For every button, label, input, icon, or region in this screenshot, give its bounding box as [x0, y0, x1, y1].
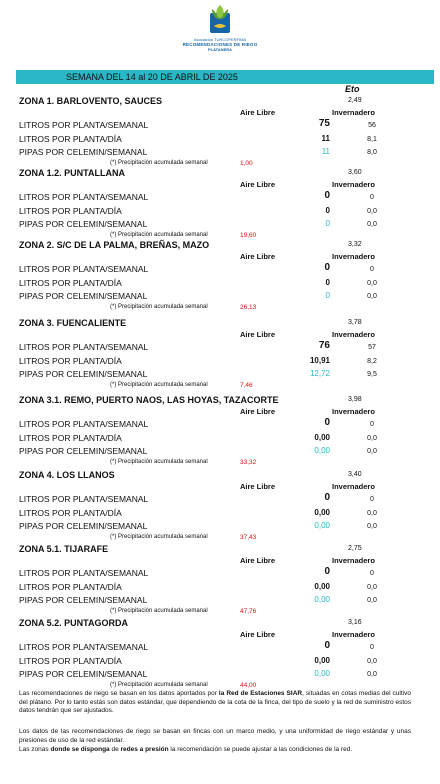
zone-name: ZONA 2. S/C DE LA PALMA, BREÑAS, MAZO	[19, 240, 210, 250]
zone-eto-value: 3,40	[348, 471, 362, 478]
precipitation-value: 19,60	[240, 232, 257, 239]
row-label: LITROS POR PLANTA/DÍA	[19, 582, 122, 592]
aire-libre-value: 0,00	[314, 433, 330, 442]
aire-libre-value: 0	[324, 566, 330, 577]
aire-libre-value: 76	[318, 340, 330, 351]
zone-eto-value: 2,75	[348, 545, 362, 552]
logo-title: RECOMENDACIONES DE RIEGO	[182, 42, 258, 47]
row-label: LITROS POR PLANTA/SEMANAL	[19, 264, 149, 274]
aire-libre-value: 10,91	[309, 356, 330, 365]
aire-libre-header: Aire Libre	[240, 482, 276, 491]
precipitation-value: 47,76	[240, 608, 257, 615]
invernadero-header: Invernadero	[332, 482, 375, 491]
aire-libre-header: Aire Libre	[240, 180, 276, 189]
precipitation-value: 1,00	[240, 160, 253, 167]
logo	[0, 4, 440, 52]
row-label: LITROS POR PLANTA/DÍA	[19, 278, 122, 288]
aire-libre-header: Aire Libre	[240, 630, 276, 639]
aire-libre-header: Aire Libre	[240, 108, 276, 117]
aire-libre-value: 0	[324, 640, 330, 651]
row-label: PIPAS POR CELEMIN/SEMANAL	[19, 369, 148, 379]
row-label: LITROS POR PLANTA/DÍA	[19, 134, 122, 144]
zone-block	[0, 395, 440, 469]
row-label: LITROS POR PLANTA/SEMANAL	[19, 342, 149, 352]
precipitation-value: 7,46	[240, 382, 253, 389]
row-label: LITROS POR PLANTA/DÍA	[19, 356, 122, 366]
row-label: PIPAS POR CELEMIN/SEMANAL	[19, 521, 148, 531]
row-label: PIPAS POR CELEMIN/SEMANAL	[19, 669, 148, 679]
zone-eto-value: 2,49	[348, 97, 362, 104]
row-label: LITROS POR PLANTA/SEMANAL	[19, 120, 149, 130]
row-label: LITROS POR PLANTA/SEMANAL	[19, 419, 149, 429]
invernadero-header: Invernadero	[332, 556, 375, 565]
precipitation-label: (*) Precipitación acumulada semanal	[110, 534, 208, 540]
precipitation-value: 37,43	[240, 534, 257, 541]
aire-libre-header: Aire Libre	[240, 252, 276, 261]
aire-libre-value: 0	[324, 262, 330, 273]
invernadero-value: 8,1	[367, 136, 377, 143]
row-label: LITROS POR PLANTA/SEMANAL	[19, 192, 149, 202]
row-label: LITROS POR PLANTA/DÍA	[19, 656, 122, 666]
row-label: PIPAS POR CELEMIN/SEMANAL	[19, 219, 148, 229]
aire-libre-value: 0	[325, 206, 330, 215]
row-label: PIPAS POR CELEMIN/SEMANAL	[19, 147, 148, 157]
zone-block	[0, 240, 440, 314]
aire-libre-value: 0,00	[314, 582, 330, 591]
row-label: PIPAS POR CELEMIN/SEMANAL	[19, 291, 148, 301]
invernadero-value: 0,0	[367, 510, 377, 517]
row-label: LITROS POR PLANTA/DÍA	[19, 433, 122, 443]
zone-block	[0, 618, 440, 692]
aire-libre-value: 0,00	[314, 669, 330, 678]
precipitation-label: (*) Precipitación acumulada semanal	[110, 232, 208, 238]
precipitation-label: (*) Precipitación acumulada semanal	[110, 304, 208, 310]
zone-eto-value: 3,98	[348, 396, 362, 403]
zone-name: ZONA 3. FUENCALIENTE	[19, 318, 127, 328]
week-banner: SEMANA DEL 14 al 20 DE ABRIL DE 2025	[16, 70, 434, 84]
row-label: LITROS POR PLANTA/SEMANAL	[19, 494, 149, 504]
row-label: LITROS POR PLANTA/DÍA	[19, 206, 122, 216]
precipitation-label: (*) Precipitación acumulada semanal	[110, 160, 208, 166]
invernadero-value: 0,0	[367, 584, 377, 591]
aire-libre-value: 0	[325, 291, 330, 300]
row-label: LITROS POR PLANTA/SEMANAL	[19, 642, 149, 652]
invernadero-value: 57	[368, 344, 376, 351]
zone-name: ZONA 5.2. PUNTAGORDA	[19, 618, 129, 628]
zone-block	[0, 96, 440, 170]
zone-block	[0, 168, 440, 242]
invernadero-header: Invernadero	[332, 108, 375, 117]
aire-libre-value: 11	[321, 147, 330, 156]
zone-eto-value: 3,32	[348, 241, 362, 248]
precipitation-value: 33,32	[240, 459, 257, 466]
aire-libre-value: 0	[325, 219, 330, 228]
zone-block	[0, 318, 440, 392]
aire-libre-header: Aire Libre	[240, 407, 276, 416]
aire-libre-value: 0,00	[314, 656, 330, 665]
precipitation-label: (*) Precipitación acumulada semanal	[110, 382, 208, 388]
invernadero-value: 0,0	[367, 658, 377, 665]
invernadero-value: 0,0	[367, 597, 377, 604]
footer-note-3: Las zonas donde se disponga de redes a presión la recomendación se puede ajustar a las condiciones de la red.	[19, 746, 353, 753]
eto-header: Eto	[345, 84, 360, 94]
zone-block	[0, 544, 440, 618]
zone-name: ZONA 3.1. REMO, PUERTO NAOS, LAS HOYAS, TAZACORTE	[19, 395, 279, 405]
invernadero-value: 56	[368, 122, 376, 129]
invernadero-value: 9,5	[367, 371, 377, 378]
zone-eto-value: 3,60	[348, 169, 362, 176]
precipitation-label: (*) Precipitación acumulada semanal	[110, 682, 208, 688]
zone-name: ZONA 4. LOS LLANOS	[19, 470, 115, 480]
invernadero-value: 0,0	[367, 208, 377, 215]
zone-eto-value: 3,78	[348, 319, 362, 326]
aire-libre-value: 12,72	[309, 369, 330, 378]
precipitation-value: 44,00	[240, 682, 257, 689]
invernadero-value: 0,0	[367, 448, 377, 455]
invernadero-header: Invernadero	[332, 180, 375, 189]
invernadero-value: 0,0	[367, 523, 377, 530]
invernadero-value: 0,0	[367, 435, 377, 442]
aire-libre-value: 11	[321, 134, 330, 143]
logo-subtitle: PLATANERA	[207, 47, 233, 52]
aire-libre-value: 0,00	[314, 595, 330, 604]
footer-note-2: Los datos de las recomendaciones de riego se basan en fincas con un marco medio, y una uniformidad de riego estándar y unas presiones de uso de la red estándar.	[19, 728, 411, 744]
invernadero-value: 8,2	[367, 358, 377, 365]
invernadero-value: 8,0	[367, 149, 377, 156]
zone-name: ZONA 1.2. PUNTALLANA	[19, 168, 126, 178]
aire-libre-value: 0	[324, 492, 330, 503]
row-label: PIPAS POR CELEMIN/SEMANAL	[19, 446, 148, 456]
invernadero-value: 0,0	[367, 293, 377, 300]
invernadero-value: 0	[370, 570, 374, 577]
aire-libre-value: 0	[325, 278, 330, 287]
aire-libre-value: 0,00	[314, 508, 330, 517]
aire-libre-value: 0,00	[314, 446, 330, 455]
invernadero-value: 0,0	[367, 221, 377, 228]
invernadero-header: Invernadero	[332, 252, 375, 261]
zone-eto-value: 3,16	[348, 619, 362, 626]
precipitation-value: 26,13	[240, 304, 257, 311]
invernadero-value: 0	[370, 266, 374, 273]
aire-libre-value: 75	[318, 118, 330, 129]
precipitation-label: (*) Precipitación acumulada semanal	[110, 459, 208, 465]
aire-libre-value: 0	[324, 190, 330, 201]
row-label: LITROS POR PLANTA/DÍA	[19, 508, 122, 518]
aire-libre-header: Aire Libre	[240, 556, 276, 565]
invernadero-header: Invernadero	[332, 407, 375, 416]
invernadero-value: 0	[370, 644, 374, 651]
invernadero-value: 0,0	[367, 671, 377, 678]
precipitation-label: (*) Precipitación acumulada semanal	[110, 608, 208, 614]
zone-name: ZONA 1. BARLOVENTO, SAUCES	[19, 96, 163, 106]
row-label: LITROS POR PLANTA/SEMANAL	[19, 568, 149, 578]
invernadero-value: 0	[370, 496, 374, 503]
invernadero-header: Invernadero	[332, 330, 375, 339]
invernadero-header: Invernadero	[332, 630, 375, 639]
footer-note-1: Las recomendaciones de riego se basan en los datos aportados por la Red de Estaciones SIAR, situadas en cotas medias del cultivo del plátano. Por lo tanto estás son datos estándar, que dependiendo de la cota de la finca, del tipo de suelo y la red de suministro estos datos tendrán que ser ajustados.	[19, 690, 411, 714]
zone-name: ZONA 5.1. TIJARAFE	[19, 544, 109, 554]
aire-libre-header: Aire Libre	[240, 330, 276, 339]
row-label: PIPAS POR CELEMIN/SEMANAL	[19, 595, 148, 605]
turcoperfima-logo-icon	[205, 4, 235, 36]
logo-small-text: Asociación TURCOPERFIMA	[193, 37, 247, 42]
aire-libre-value: 0	[324, 417, 330, 428]
aire-libre-value: 0,00	[314, 521, 330, 530]
invernadero-value: 0	[370, 194, 374, 201]
zone-block	[0, 470, 440, 544]
invernadero-value: 0,0	[367, 280, 377, 287]
invernadero-value: 0	[370, 421, 374, 428]
